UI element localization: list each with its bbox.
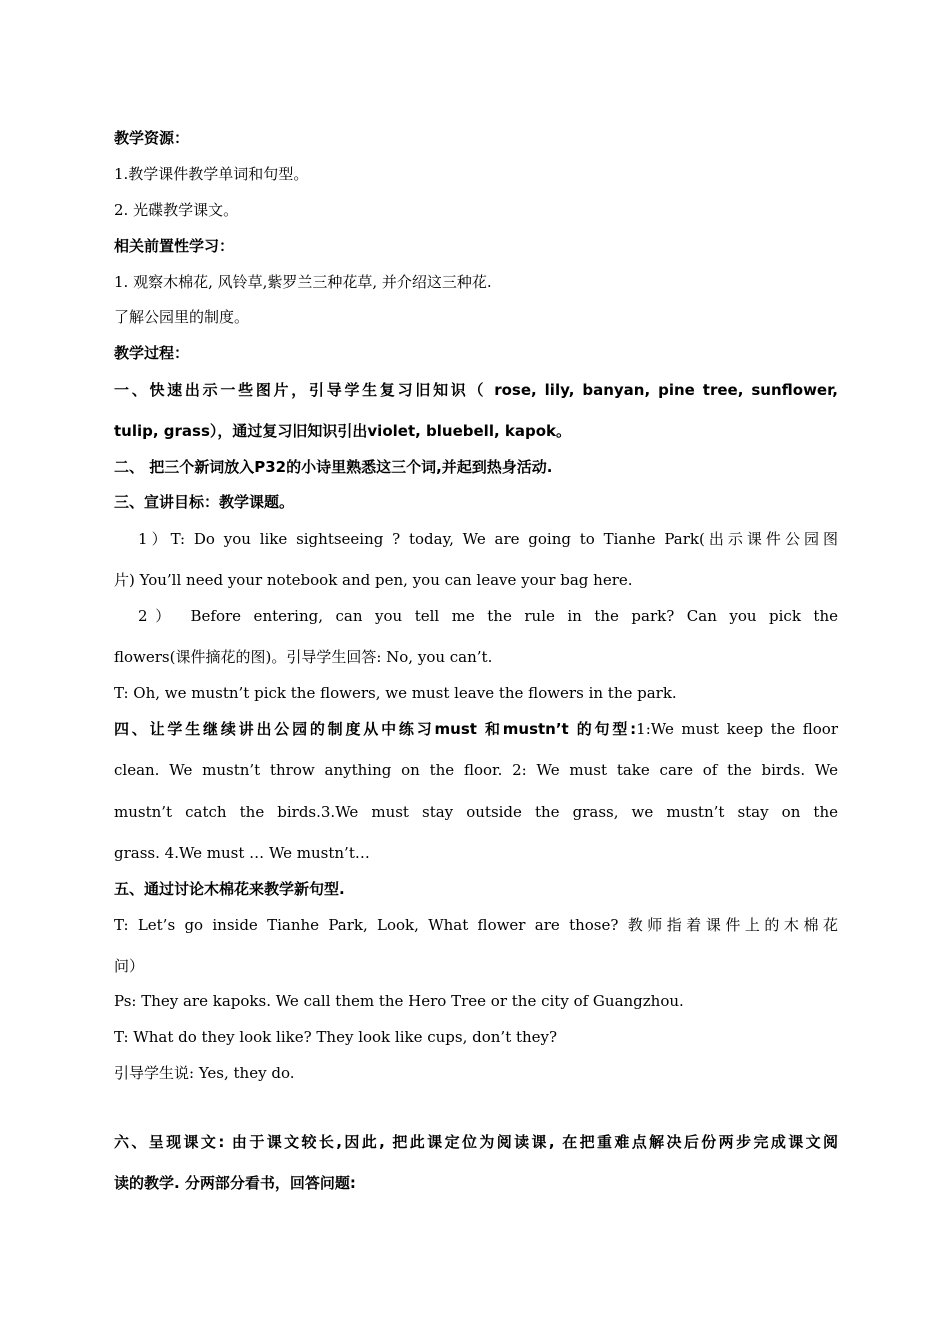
- step-4-line-3: mustn’t catch the birds.3.We must stay outside the grass, we mustn’t stay on the: [114, 803, 838, 821]
- step-6-line-2: 读的教学. 分两部分看书，回答问题:: [114, 1174, 356, 1192]
- step-3-item-1-line-2: 片) You’ll need your notebook and pen, you can leave your bag here.: [114, 571, 633, 589]
- step-5-guide-answer: 引导学生说: Yes, they do.: [114, 1064, 295, 1082]
- step-2: 二、 把三个新词放入P32的小诗里熟悉这三个词,并起到热身活动.: [114, 458, 553, 476]
- step-1-line-2: tulip, grass），通过复习旧知识引出violet, bluebell, kapok。: [114, 422, 571, 440]
- step-5-teacher-question-cont: 问）: [114, 957, 145, 975]
- pre-study-item-2: 了解公园里的制度。: [114, 308, 250, 326]
- step-3-item-2-line-2: flowers(课件摘花的图)。引导学生回答: No, you can’t.: [114, 648, 493, 666]
- step-3-heading: 三、宣讲目标：教学课题。: [114, 493, 295, 511]
- step-4-line-4: grass. 4.We must … We mustn’t…: [114, 844, 370, 862]
- step-1-line-1: 一、快速出示一些图片，引导学生复习旧知识（ rose, lily, banyan, pine tree, sunflower,: [114, 381, 838, 399]
- step-4-line-2: clean. We mustn’t throw anything on the floor. 2: We must take care of the birds. We: [114, 761, 838, 779]
- step-5-teacher-look-like: T: What do they look like? They look like cups, don’t they?: [114, 1028, 558, 1046]
- heading-teaching-process: 教学过程：: [114, 344, 190, 362]
- step-4-heading: 四、让学生继续讲出公园的制度从中练习must 和mustn’t 的句型:: [114, 720, 637, 738]
- step-3-item-1-line-1: 1）T: Do you like sightseeing ? today, We are going to Tianhe Park(出示课件公园图: [138, 530, 838, 548]
- step-4-line-1: [114, 719, 838, 739]
- resource-item-1: 1.教学课件教学单词和句型。: [114, 165, 309, 183]
- teacher-line-pick-flowers: T: Oh, we mustn’t pick the flowers, we must leave the flowers in the park.: [114, 684, 677, 702]
- step-4-rule-1: 1:We must keep the floor: [636, 720, 838, 738]
- step-6-line-1: 六、呈现课文: 由于课文较长,因此, 把此课定位为阅读课, 在把重难点解决后份两步完成课文阅: [114, 1133, 838, 1151]
- resource-item-2: 2. 光碟教学课文。: [114, 201, 239, 219]
- heading-pre-study: 相关前置性学习：: [114, 237, 235, 255]
- step-5-teacher-question: T: Let’s go inside Tianhe Park, Look, What flower are those? 教师指着课件上的木棉花: [114, 916, 838, 934]
- pre-study-item-1: 1. 观察木棉花, 风铃草,紫罗兰三种花草, 并介绍这三种花.: [114, 273, 492, 291]
- step-5-students-answer: Ps: They are kapoks. We call them the Hero Tree or the city of Guangzhou.: [114, 992, 684, 1010]
- step-5-heading: 五、通过讨论木棉花来教学新句型.: [114, 880, 345, 898]
- step-3-item-2-line-1: 2） Before entering, can you tell me the rule in the park? Can you pick the: [138, 607, 838, 625]
- heading-teaching-resources: 教学资源：: [114, 129, 190, 147]
